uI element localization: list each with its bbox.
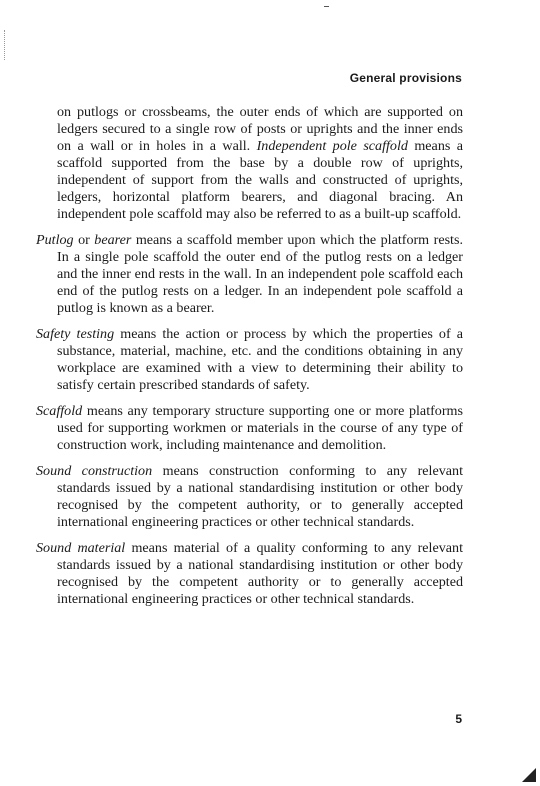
definition-text: means a scaffold supported from the base by a double row of uprights, independent of support from the walls and constructed of uprights, ledgers, horizontal platform bearers, and diagonal bracing. An independent pole scaffold may also be referred to as a built-up scaffold. bbox=[57, 138, 463, 222]
definition-entry-sound-material bbox=[36, 540, 463, 608]
definition-entry-sound-construction bbox=[36, 463, 463, 531]
definition-term: bearer bbox=[94, 232, 132, 248]
definition-text: means any temporary structure supporting one or more platforms used for supporting workmen or materials in the course of any type of construction work, including maintenance and demolition. bbox=[57, 403, 463, 453]
definition-term: Sound material bbox=[36, 540, 126, 556]
running-header: General provisions bbox=[349, 71, 462, 85]
scan-mark-left bbox=[4, 30, 7, 60]
definition-term: Scaffold bbox=[36, 403, 83, 419]
definition-term: Putlog bbox=[36, 232, 74, 248]
definition-entry-putlog bbox=[36, 232, 463, 317]
definition-term: Sound construction bbox=[36, 463, 153, 479]
page-body bbox=[36, 104, 463, 617]
definition-entry-scaffold bbox=[36, 403, 463, 454]
definition-text: means a scaffold member upon which the platform rests. In a single pole scaffold the outer end of the putlog rests on a ledger and the inner end rests in the wall. In an independent pole scaffold each end of the putlog rests on a ledger. In an independent pole scaffold a putlog is known as a bearer. bbox=[57, 232, 463, 316]
scan-mark-top bbox=[324, 6, 329, 7]
definition-text: means the action or process by which the properties of a substance, material, machine, etc. and the conditions obtaining in any workplace are examined with a view to determining their ability to satisfy certain prescribed standards of safety. bbox=[57, 326, 463, 393]
page-number: 5 bbox=[455, 712, 462, 726]
definition-text: means construction conforming to any relevant standards issued by a national standardising institution or other body recognised by the competent authority, or to generally accepted international engineering practices or other technical standards. bbox=[57, 463, 463, 530]
definition-text: means material of a quality conforming to any relevant standards issued by a national standardising institution or other body recognised by the competent authority or to generally accepted international engineering practices or other technical standards. bbox=[57, 540, 463, 607]
definition-term: Safety testing bbox=[36, 326, 115, 342]
page-corner-mark bbox=[522, 768, 536, 782]
connector-text: or bbox=[73, 232, 95, 248]
definition-text: on putlogs or crossbeams, the outer ends of which are supported on ledgers secured to a single row of posts or uprights and the inner ends on a wall or in holes in a wall. bbox=[57, 104, 463, 154]
definition-entry-continuation bbox=[36, 104, 463, 223]
definition-entry-safety-testing bbox=[36, 326, 463, 394]
definition-term: Independent pole scaffold bbox=[256, 138, 408, 154]
